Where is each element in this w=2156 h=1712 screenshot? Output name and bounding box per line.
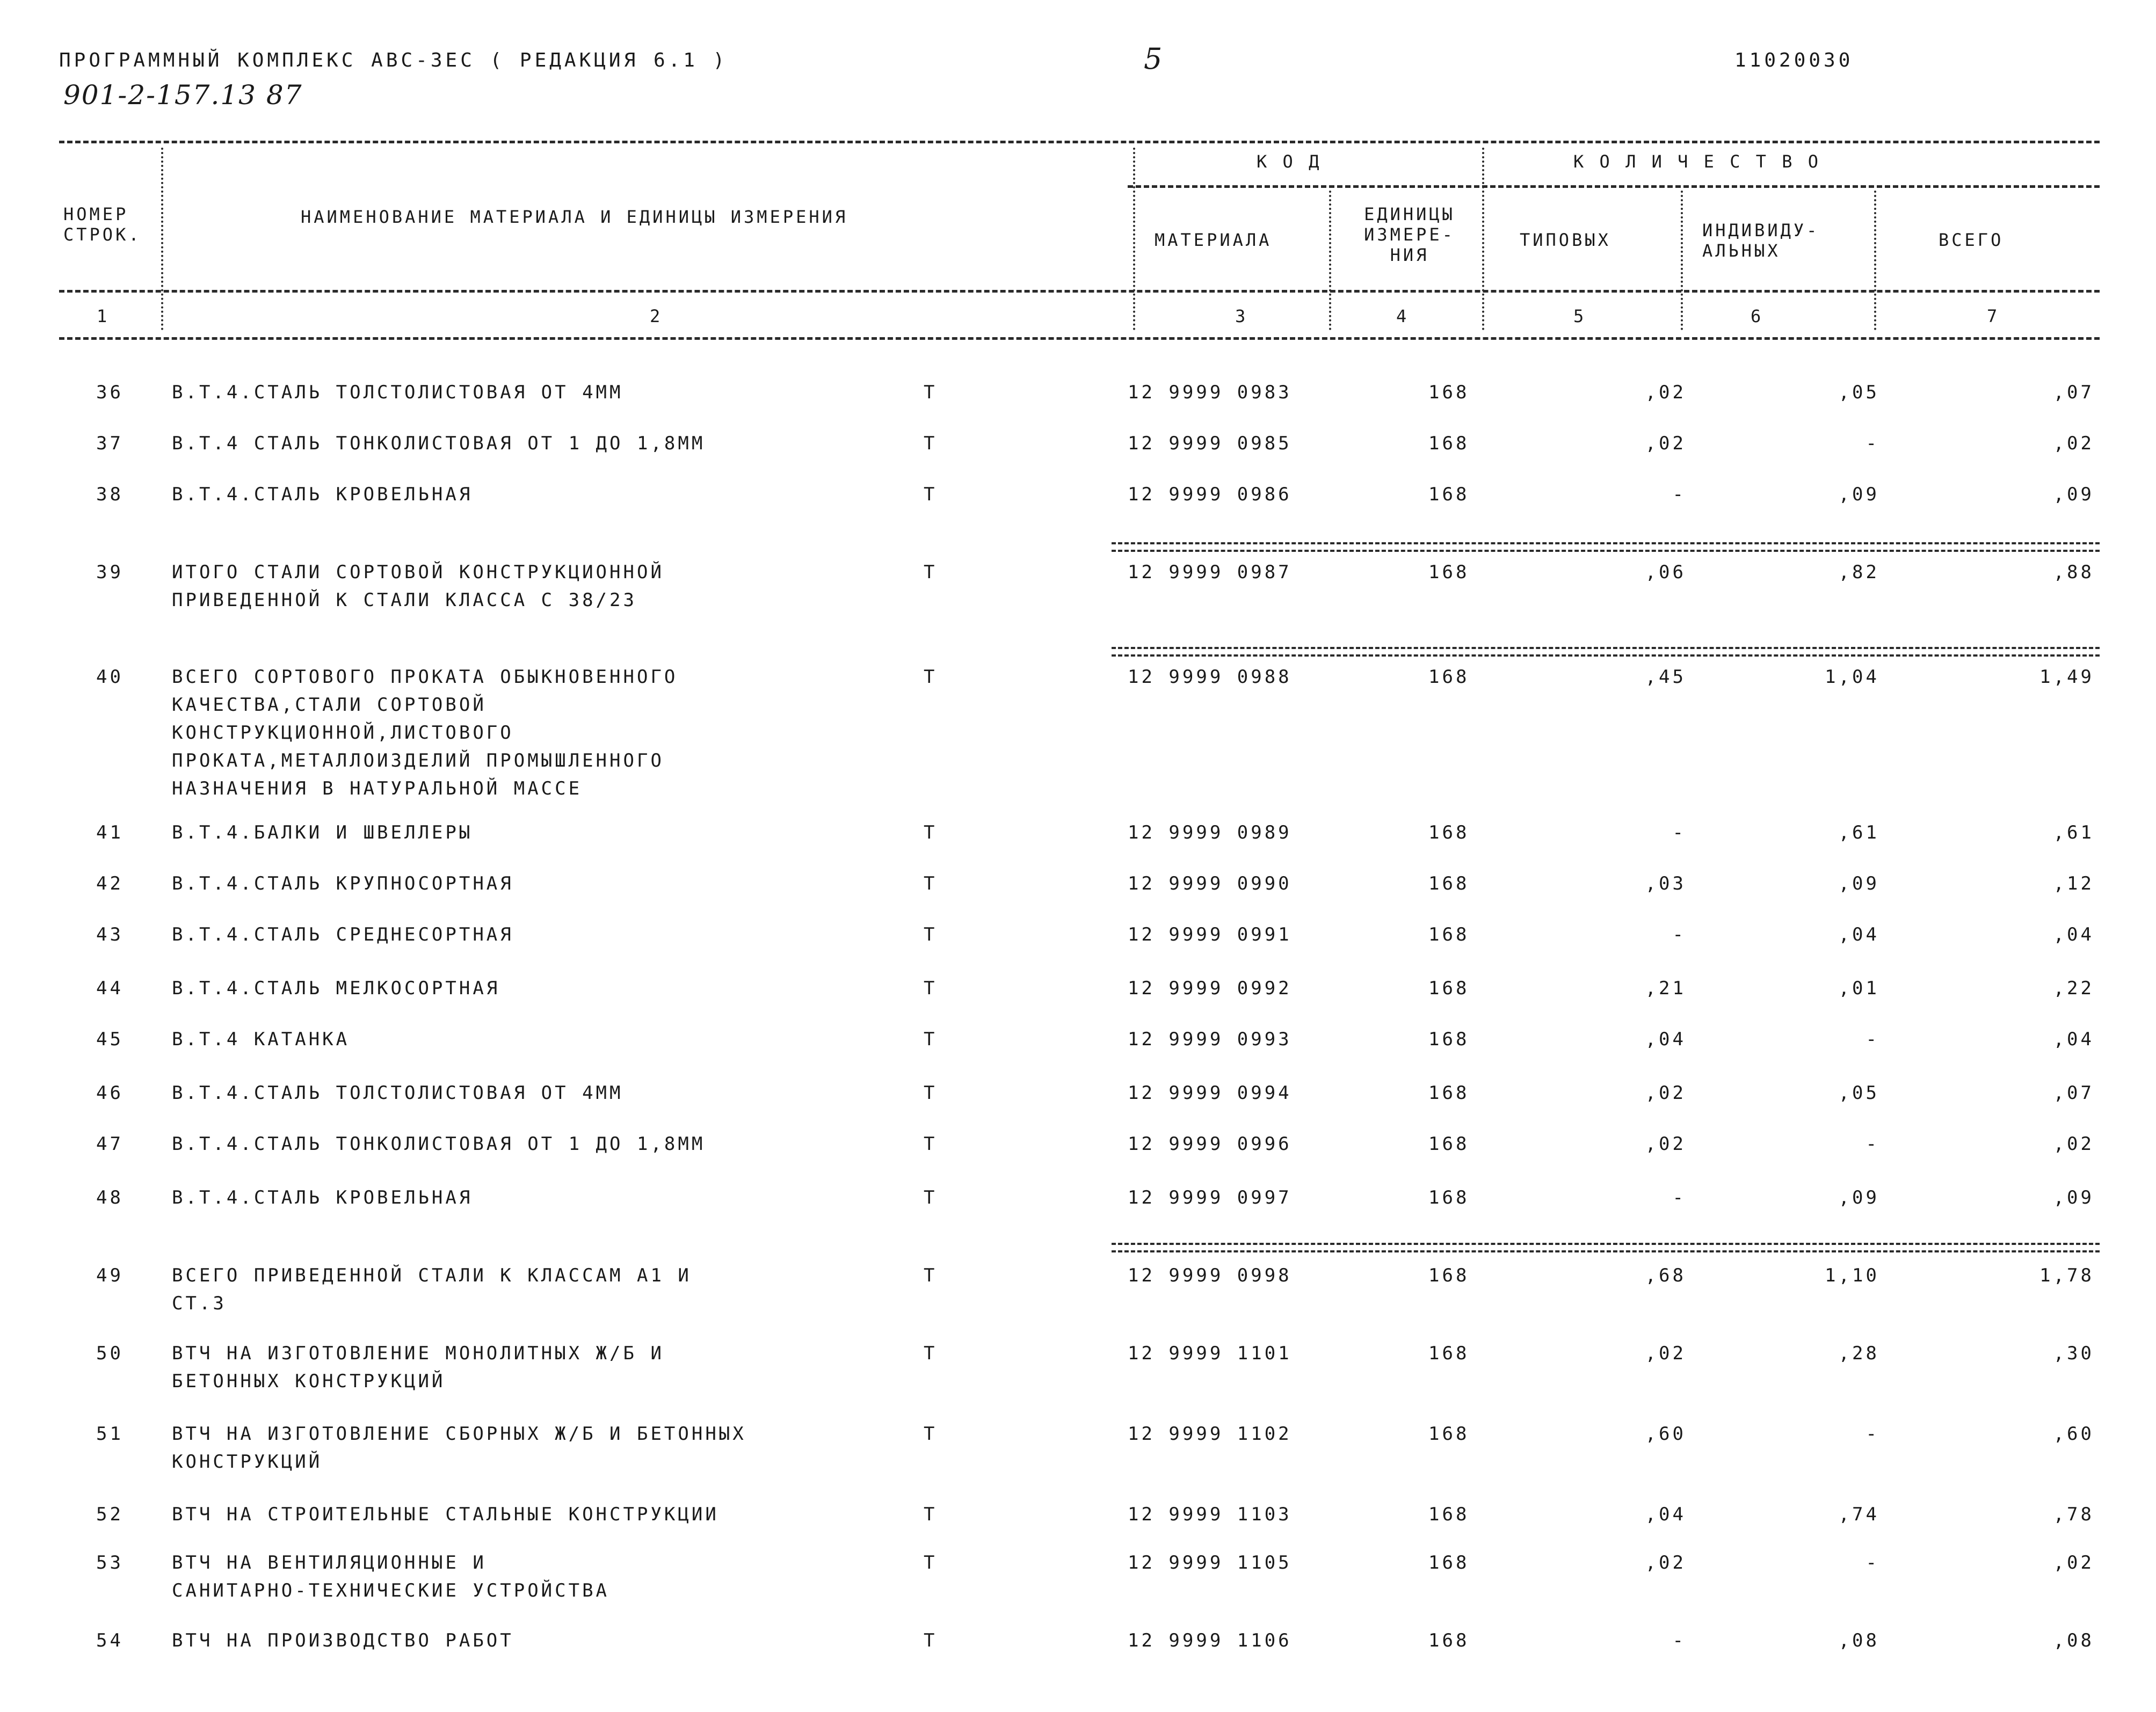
unit-code: 168 (1428, 1423, 1470, 1445)
unit-code: 168 (1428, 1082, 1470, 1104)
material-code: 12 9999 0996 (1128, 1133, 1292, 1155)
unit-of-measure: Т (924, 433, 938, 454)
col-index-5: 5 (1573, 306, 1587, 326)
col-header-name: НАИМЕНОВАНИЕ МАТЕРИАЛА И ЕДИНИЦЫ ИЗМЕРЕНИЯ (301, 207, 848, 227)
qty-individual: 1,04 (1825, 666, 1879, 688)
qty-typical: ,02 (1645, 1133, 1686, 1155)
material-code: 12 9999 0993 (1128, 1029, 1292, 1050)
row-number: 53 (96, 1552, 124, 1573)
subtotal-rule-49 (1112, 1243, 2100, 1252)
unit-of-measure: Т (924, 1265, 938, 1286)
qty-total: ,61 (2053, 822, 2094, 843)
qty-individual: ,01 (1838, 978, 1879, 999)
material-name: В.Т.4 КАТАНКА (172, 1029, 350, 1050)
row-number: 49 (96, 1265, 124, 1286)
unit-code: 168 (1428, 1343, 1470, 1364)
qty-total: ,04 (2053, 1029, 2094, 1050)
qty-total: ,02 (2053, 433, 2094, 454)
unit-of-measure: Т (924, 924, 938, 945)
qty-total: ,04 (2053, 924, 2094, 945)
qty-individual: - (1865, 1133, 1879, 1155)
qty-typical: - (1672, 1187, 1686, 1208)
material-code: 12 9999 0983 (1128, 382, 1292, 403)
material-code: 12 9999 1103 (1128, 1504, 1292, 1525)
subtotal-rule-39 (1112, 542, 2100, 552)
material-code: 12 9999 0990 (1128, 873, 1292, 894)
material-name: В.Т.4.СТАЛЬ КРОВЕЛЬНАЯ (172, 1187, 473, 1208)
material-name: В.Т.4 СТАЛЬ ТОНКОЛИСТОВАЯ ОТ 1 ДО 1,8ММ (172, 433, 706, 454)
qty-typical: ,02 (1645, 382, 1686, 403)
qty-individual: ,05 (1838, 382, 1879, 403)
material-name: ИТОГО СТАЛИ СОРТОВОЙ КОНСТРУКЦИОННОЙ ПРИВЕДЕННОЙ К СТАЛИ КЛАССА С 38/23 (172, 562, 664, 611)
row-number: 48 (96, 1187, 124, 1208)
unit-of-measure: Т (924, 1630, 938, 1651)
unit-of-measure: Т (924, 1082, 938, 1104)
unit-of-measure: Т (924, 1029, 938, 1050)
material-name: ВТЧ НА ИЗГОТОВЛЕНИЕ МОНОЛИТНЫХ Ж/Б И БЕТОННЫХ КОНСТРУКЦИЙ (172, 1343, 664, 1392)
qty-typical: ,21 (1645, 978, 1686, 999)
qty-total: ,09 (2053, 1187, 2094, 1208)
qty-individual: ,04 (1838, 924, 1879, 945)
qty-individual: ,08 (1838, 1630, 1879, 1651)
material-code: 12 9999 0985 (1128, 433, 1292, 454)
index-rule (59, 337, 2100, 340)
material-code: 12 9999 0998 (1128, 1265, 1292, 1286)
col-sep-4 (1482, 148, 1484, 330)
subtotal-rule-40 (1112, 647, 2100, 657)
material-name: ВТЧ НА ПРОИЗВОДСТВО РАБОТ (172, 1630, 514, 1651)
qty-typical: ,03 (1645, 873, 1686, 894)
col-header-individual: ИНДИВИДУ- АЛЬНЫХ (1702, 220, 1820, 261)
qty-individual: ,09 (1838, 873, 1879, 894)
qty-typical: - (1672, 822, 1686, 843)
col-sep-5 (1681, 191, 1683, 330)
qty-typical: - (1672, 1630, 1686, 1651)
unit-code: 168 (1428, 484, 1470, 505)
col-index-2: 2 (650, 306, 663, 326)
qty-individual: - (1865, 1552, 1879, 1573)
unit-of-measure: Т (924, 978, 938, 999)
qty-total: ,02 (2053, 1133, 2094, 1155)
qty-individual: 1,10 (1825, 1265, 1879, 1286)
row-number: 37 (96, 433, 124, 454)
unit-of-measure: Т (924, 1133, 938, 1155)
qty-typical: ,02 (1645, 1343, 1686, 1364)
row-number: 46 (96, 1082, 124, 1104)
col-index-4: 4 (1396, 306, 1410, 326)
unit-code: 168 (1428, 978, 1470, 999)
header-rule-top (59, 141, 2100, 143)
qty-total: ,07 (2053, 1082, 2094, 1104)
qty-typical: ,02 (1645, 1552, 1686, 1573)
row-number: 42 (96, 873, 124, 894)
material-name: ВТЧ НА ИЗГОТОВЛЕНИЕ СБОРНЫХ Ж/Б И БЕТОННЫХ КОНСТРУКЦИЙ (172, 1423, 746, 1473)
header-rule-mid (1128, 185, 2100, 188)
unit-of-measure: Т (924, 1187, 938, 1208)
qty-typical: ,04 (1645, 1504, 1686, 1525)
qty-typical: - (1672, 484, 1686, 505)
material-name: ВТЧ НА ВЕНТИЛЯЦИОННЫЕ И САНИТАРНО-ТЕХНИЧЕСКИЕ УСТРОЙСТВА (172, 1552, 610, 1601)
unit-code: 168 (1428, 1504, 1470, 1525)
document-number: 901-2-157.13 87 (63, 79, 303, 111)
qty-individual: ,09 (1838, 484, 1879, 505)
qty-typical: - (1672, 924, 1686, 945)
material-code: 12 9999 0989 (1128, 822, 1292, 843)
qty-total: ,60 (2053, 1423, 2094, 1445)
qty-total: ,30 (2053, 1343, 2094, 1364)
unit-of-measure: Т (924, 822, 938, 843)
qty-individual: ,28 (1838, 1343, 1879, 1364)
unit-of-measure: Т (924, 1552, 938, 1573)
qty-individual: - (1865, 1029, 1879, 1050)
row-number: 40 (96, 666, 124, 688)
unit-code: 168 (1428, 1265, 1470, 1286)
material-code: 12 9999 1105 (1128, 1552, 1292, 1573)
unit-code: 168 (1428, 1133, 1470, 1155)
col-index-3: 3 (1235, 306, 1248, 326)
unit-code: 168 (1428, 666, 1470, 688)
col-header-row-num: НОМЕР СТРОК. (63, 204, 142, 245)
row-number: 38 (96, 484, 124, 505)
unit-of-measure: Т (924, 382, 938, 403)
qty-total: 1,49 (2039, 666, 2094, 688)
material-code: 12 9999 1106 (1128, 1630, 1292, 1651)
row-number: 52 (96, 1504, 124, 1525)
qty-individual: - (1865, 1423, 1879, 1445)
material-name: ВТЧ НА СТРОИТЕЛЬНЫЕ СТАЛЬНЫЕ КОНСТРУКЦИИ (172, 1504, 719, 1525)
col-header-material: МАТЕРИАЛА (1155, 230, 1272, 250)
row-number: 36 (96, 382, 124, 403)
material-name: В.Т.4.СТАЛЬ МЕЛКОСОРТНАЯ (172, 978, 500, 999)
qty-total: ,88 (2053, 562, 2094, 583)
qty-individual: ,82 (1838, 562, 1879, 583)
material-name: В.Т.4.СТАЛЬ СРЕДНЕСОРТНАЯ (172, 924, 514, 945)
qty-total: ,07 (2053, 382, 2094, 403)
qty-typical: ,04 (1645, 1029, 1686, 1050)
row-number: 50 (96, 1343, 124, 1364)
unit-of-measure: Т (924, 873, 938, 894)
qty-typical: ,02 (1645, 433, 1686, 454)
program-title: ПРОГРАММНЫЙ КОМПЛЕКС АВС-ЗЕС ( РЕДАКЦИЯ 6.1 ) (59, 49, 728, 71)
qty-typical: ,45 (1645, 666, 1686, 688)
qty-total: ,08 (2053, 1630, 2094, 1651)
qty-individual: ,61 (1838, 822, 1879, 843)
col-sep-3 (1329, 191, 1331, 330)
unit-code: 168 (1428, 433, 1470, 454)
page-number: 5 (1144, 42, 1163, 76)
unit-code: 168 (1428, 382, 1470, 403)
unit-code: 168 (1428, 1552, 1470, 1573)
row-number: 41 (96, 822, 124, 843)
unit-code: 168 (1428, 822, 1470, 843)
qty-typical: ,02 (1645, 1082, 1686, 1104)
col-index-6: 6 (1751, 306, 1764, 326)
unit-of-measure: Т (924, 484, 938, 505)
material-code: 12 9999 0988 (1128, 666, 1292, 688)
col-sep-1 (161, 148, 163, 330)
material-name: ВСЕГО ПРИВЕДЕННОЙ СТАЛИ К КЛАССАМ А1 И СТ.3 (172, 1265, 692, 1314)
material-code: 12 9999 1102 (1128, 1423, 1292, 1445)
material-code: 12 9999 0986 (1128, 484, 1292, 505)
material-name: В.Т.4.СТАЛЬ ТОЛСТОЛИСТОВАЯ ОТ 4ММ (172, 1082, 623, 1104)
unit-code: 168 (1428, 562, 1470, 583)
col-header-total: ВСЕГО (1939, 230, 2004, 250)
material-name: В.Т.4.СТАЛЬ ТОЛСТОЛИСТОВАЯ ОТ 4ММ (172, 382, 623, 403)
qty-total: ,22 (2053, 978, 2094, 999)
qty-individual: ,05 (1838, 1082, 1879, 1104)
unit-of-measure: Т (924, 1343, 938, 1364)
row-number: 54 (96, 1630, 124, 1651)
unit-code: 168 (1428, 1187, 1470, 1208)
row-number: 43 (96, 924, 124, 945)
row-number: 39 (96, 562, 124, 583)
row-number: 45 (96, 1029, 124, 1050)
col-header-typical: ТИПОВЫХ (1520, 230, 1611, 250)
row-number: 44 (96, 978, 124, 999)
qty-typical: ,06 (1645, 562, 1686, 583)
row-number: 47 (96, 1133, 124, 1155)
col-index-7: 7 (1987, 306, 2000, 326)
unit-of-measure: Т (924, 1504, 938, 1525)
qty-total: ,02 (2053, 1552, 2094, 1573)
unit-code: 168 (1428, 1029, 1470, 1050)
col-index-1: 1 (97, 306, 110, 326)
row-number: 51 (96, 1423, 124, 1445)
unit-of-measure: Т (924, 1423, 938, 1445)
qty-total: 1,78 (2039, 1265, 2094, 1286)
unit-of-measure: Т (924, 666, 938, 688)
material-code: 12 9999 0991 (1128, 924, 1292, 945)
qty-typical: ,68 (1645, 1265, 1686, 1286)
qty-individual: - (1865, 433, 1879, 454)
unit-code: 168 (1428, 1630, 1470, 1651)
qty-total: ,09 (2053, 484, 2094, 505)
col-header-code-group: К О Д (1257, 151, 1322, 172)
qty-individual: ,74 (1838, 1504, 1879, 1525)
material-code: 12 9999 0987 (1128, 562, 1292, 583)
material-code: 12 9999 1101 (1128, 1343, 1292, 1364)
col-header-unit-code: ЕДИНИЦЫ ИЗМЕРЕ- НИЯ (1364, 204, 1455, 265)
qty-typical: ,60 (1645, 1423, 1686, 1445)
unit-code: 168 (1428, 924, 1470, 945)
material-code: 12 9999 0992 (1128, 978, 1292, 999)
material-code: 12 9999 0994 (1128, 1082, 1292, 1104)
material-name: В.Т.4.СТАЛЬ ТОНКОЛИСТОВАЯ ОТ 1 ДО 1,8ММ (172, 1133, 706, 1155)
material-name: В.Т.4.СТАЛЬ КРУПНОСОРТНАЯ (172, 873, 514, 894)
material-code: 12 9999 0997 (1128, 1187, 1292, 1208)
header-rule-bottom (59, 290, 2100, 293)
qty-individual: ,09 (1838, 1187, 1879, 1208)
material-name: В.Т.4.СТАЛЬ КРОВЕЛЬНАЯ (172, 484, 473, 505)
col-sep-6 (1874, 191, 1876, 330)
qty-total: ,78 (2053, 1504, 2094, 1525)
material-name: В.Т.4.БАЛКИ И ШВЕЛЛЕРЫ (172, 822, 473, 843)
col-sep-2 (1133, 148, 1135, 330)
unit-of-measure: Т (924, 562, 938, 583)
unit-code: 168 (1428, 873, 1470, 894)
qty-total: ,12 (2053, 873, 2094, 894)
document-code: 11020030 (1734, 49, 1854, 71)
material-name: ВСЕГО СОРТОВОГО ПРОКАТА ОБЫКНОВЕННОГО КАЧЕСТВА,СТАЛИ СОРТОВОЙ КОНСТРУКЦИОННОЙ,ЛИСТОВОГО ПРОКАТА,МЕТАЛЛОИЗДЕЛИЙ ПРОМЫШЛЕННОГО НАЗНАЧЕНИЯ В НАТУРАЛЬНОЙ МАССЕ (172, 666, 678, 799)
col-header-qty-group: К О Л И Ч Е С Т В О (1573, 151, 1821, 172)
